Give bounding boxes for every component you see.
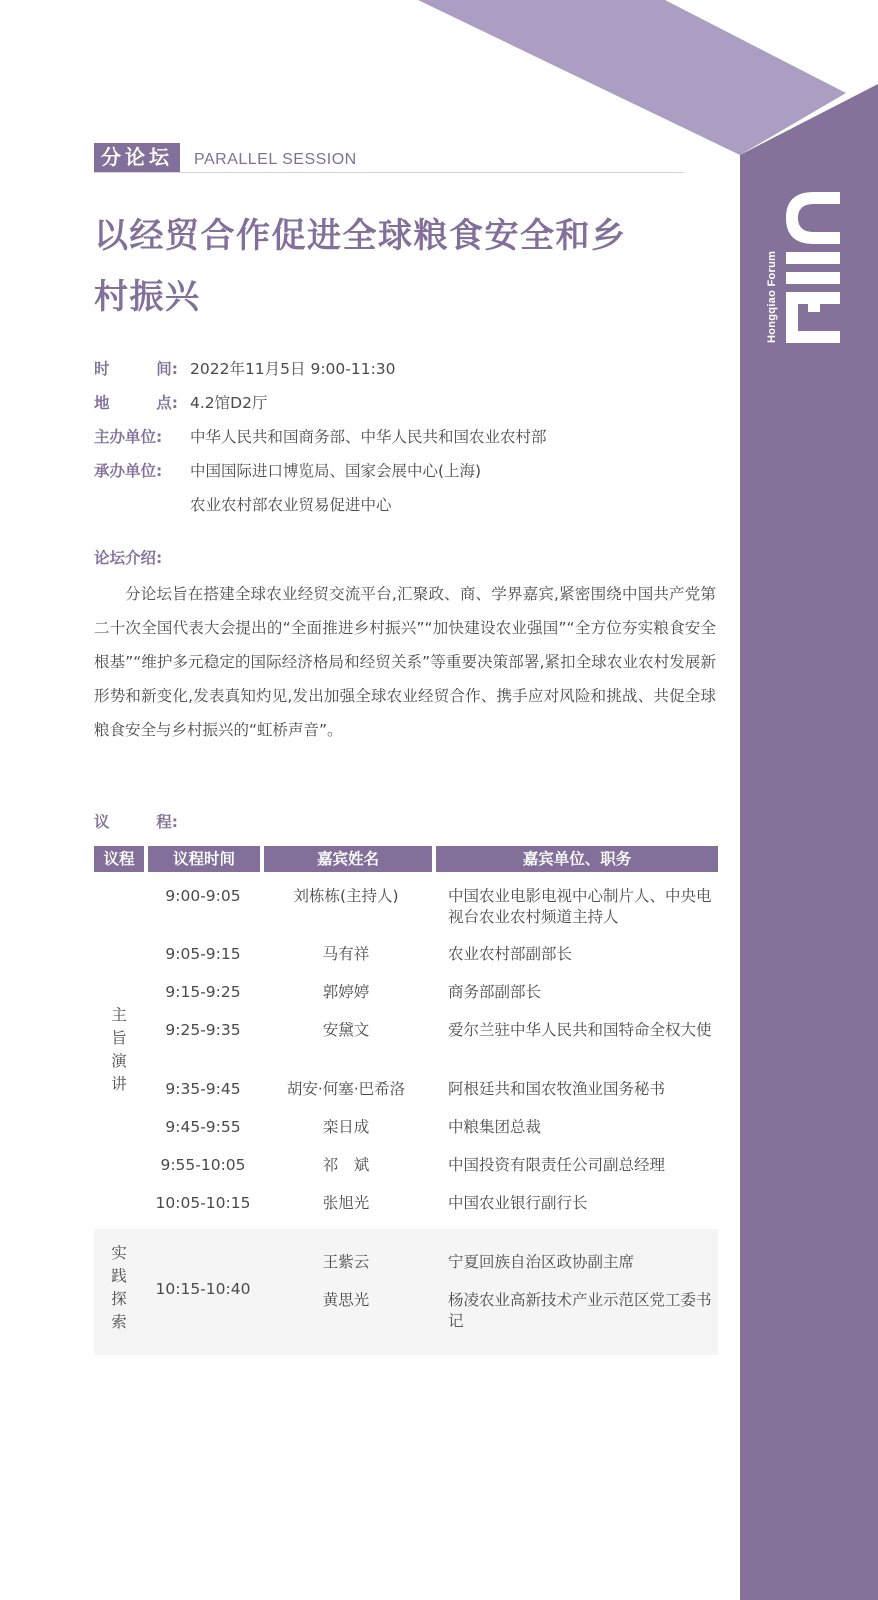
agenda-row-guest: 安黛文 xyxy=(322,1021,370,1039)
agenda-row-guest: 刘栋栋(主持人) xyxy=(293,887,399,905)
agenda-row-guest: 郭婷婷 xyxy=(322,983,370,1001)
info-host-label: 主办单位: xyxy=(94,428,163,446)
ciie-logo xyxy=(782,190,840,345)
info-organizer-label: 承办单位: xyxy=(94,462,163,480)
logo-letter-c xyxy=(786,192,840,244)
agenda-row-affiliation: 农业农村部副部长 xyxy=(448,945,573,963)
logo-letter-e xyxy=(786,292,840,343)
agenda-row-affiliation: 爱尔兰驻中华人民共和国特命全权大使 xyxy=(448,1021,712,1039)
agenda-row-guest: 黄思光 xyxy=(322,1291,370,1309)
intro-label: 论坛介绍: xyxy=(94,549,163,567)
session-header xyxy=(94,143,684,173)
intro-paragraph: 分论坛旨在搭建全球农业经贸交流平台,汇聚政、商、学界嘉宾,紧密围绕中国共产党第二十次全国代表大会提出的“全面推进乡村振兴”“加快建设农业强国”“全方位夯实粮食安全根基”“维护多元稳定的国际经济格局和经贸关系”等重要决策部署,紧扣全球农业农村发展新形势和新变化,发表真知灼见,发出加强全球农业经贸合作、携手应对风险和挑战、共促全球粮食安全与乡村振兴的“虹桥声音”。 xyxy=(94,585,716,739)
forum-title: 以经贸合作促进全球粮食安全和乡村振兴 xyxy=(94,216,627,317)
agenda-row-affiliation: 中国投资有限责任公司副总经理 xyxy=(448,1156,666,1174)
agenda-row-guest: 栾日成 xyxy=(322,1118,370,1136)
agenda-row-time: 10:05-10:15 xyxy=(155,1194,251,1212)
agenda-row-affiliation: 宁夏回族自治区政协副主席 xyxy=(448,1253,635,1271)
agenda-row-affiliation: 中粮集团总裁 xyxy=(448,1118,542,1136)
session-tag: 分论坛 xyxy=(94,143,180,172)
info-organizer-value-2: 农业农村部农业贸易促进中心 xyxy=(190,496,392,514)
agenda-row-guest: 祁 斌 xyxy=(322,1156,370,1174)
group-keynote-label: 主旨演讲 xyxy=(111,1006,127,1093)
header-affiliation: 嘉宾单位、职务 xyxy=(436,846,718,872)
agenda-row-affiliation: 中国农业电影电视中心制片人、中央电视台农业农村频道主持人 xyxy=(448,887,712,926)
agenda-row-time: 9:00-9:05 xyxy=(165,887,241,905)
info-place-value: 4.2馆D2厅 xyxy=(190,394,268,412)
session-english-label: PARALLEL SESSION xyxy=(194,151,357,168)
agenda-row-time: 9:45-9:55 xyxy=(165,1118,241,1136)
agenda-row-affiliation: 阿根廷共和国农牧渔业国务秘书 xyxy=(448,1080,666,1098)
agenda-row-guest: 王紫云 xyxy=(322,1253,370,1271)
agenda-row-guest: 胡安·何塞·巴希洛 xyxy=(286,1080,406,1098)
header-session: 议程 xyxy=(94,846,144,872)
group-practice-label: 实践探索 xyxy=(111,1244,127,1331)
group-practice-time: 10:15-10:40 xyxy=(155,1280,251,1298)
agenda-row-guest: 张旭光 xyxy=(322,1194,370,1212)
header-time: 议程时间 xyxy=(148,846,260,872)
logo-subtitle: Hongqiao Forum xyxy=(766,250,778,343)
logo-subtitle-vertical xyxy=(766,245,780,345)
agenda-row-time: 9:55-10:05 xyxy=(160,1156,246,1174)
agenda-row-time: 9:05-9:15 xyxy=(165,945,241,963)
logo-letter-i-2 xyxy=(786,272,840,284)
header-guest: 嘉宾姓名 xyxy=(264,846,432,872)
info-place-label: 地 点: xyxy=(94,394,178,412)
diagonal-light-band xyxy=(418,0,846,155)
agenda-label: 议 程: xyxy=(94,813,178,831)
agenda-row-affiliation: 中国农业银行副行长 xyxy=(448,1194,588,1212)
agenda-row-guest: 马有祥 xyxy=(322,945,370,963)
info-host-value: 中华人民共和国商务部、中华人民共和国农业农村部 xyxy=(190,428,547,446)
agenda-row-time: 9:25-9:35 xyxy=(165,1021,241,1039)
agenda-header-row xyxy=(94,846,718,872)
info-organizer-value: 中国国际进口博览局、国家会展中心(上海) xyxy=(190,462,482,480)
info-time-value: 2022年11月5日 9:00-11:30 xyxy=(190,360,396,378)
agenda-row-time: 9:35-9:45 xyxy=(165,1080,241,1098)
agenda-row-affiliation: 商务部副部长 xyxy=(448,983,542,1001)
info-time-label: 时 间: xyxy=(94,360,178,378)
agenda-row-affiliation: 杨凌农业高新技术产业示范区党工委书记 xyxy=(448,1291,712,1330)
agenda-row-time: 9:15-9:25 xyxy=(165,983,241,1001)
logo-letter-i-1 xyxy=(786,252,840,264)
